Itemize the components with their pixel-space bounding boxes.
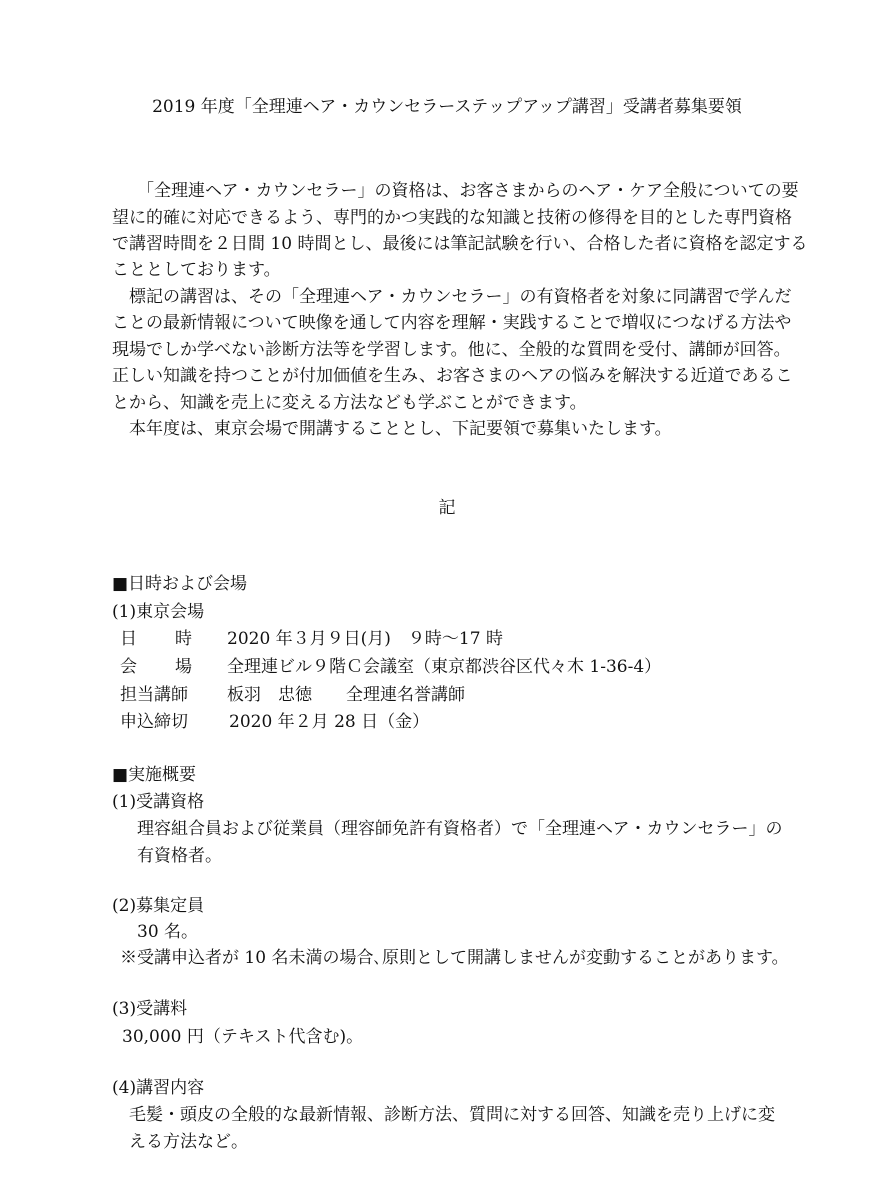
body-line: 30 名。: [137, 922, 199, 942]
detail-value: 板羽 忠徳 全理連名誉講師: [227, 685, 465, 705]
intro-line: ことの最新情報について映像を通して内容を理解・実践することで増収につなげる方法や: [112, 313, 792, 333]
intro-line: こととしております。: [112, 260, 281, 280]
intro-line: 現場でしか学べない診断方法等を学習します。他に、全般的な質問を受付、講師が回答。: [112, 340, 791, 360]
body-line: 理容組合員および従業員（理容師免許有資格者）で「全理連ヘア・カウンセラー」の: [137, 819, 783, 839]
intro-line: 本年度は、東京会場で開講することとし、下記要領で募集いたします。: [129, 419, 672, 439]
section-heading: ■日時および会場: [112, 574, 248, 594]
subsection-heading: (4)講習内容: [112, 1078, 205, 1098]
detail-label: 申込締切: [120, 712, 188, 732]
detail-value: 2020 年３月９日(月) ９時～17 時: [227, 629, 503, 649]
body-line: 毛髪・頭皮の全般的な最新情報、診断方法、質問に対する回答、知識を売り上げに変: [129, 1105, 775, 1125]
document-title: 2019 年度「全理連ヘア・カウンセラーステップアップ講習」受講者募集要領: [152, 97, 742, 117]
detail-label: 会 場: [120, 657, 192, 677]
body-line: 30,000 円（テキスト代含む)。: [122, 1027, 364, 1047]
intro-line: 「全理連ヘア・カウンセラー」の資格は、お客さまからのヘア・ケア全般についての要: [137, 181, 799, 201]
intro-line: 正しい知識を持つことが付加価値を生み、お客さまのヘアの悩みを解決する近道であるこ: [112, 366, 793, 386]
detail-label: 担当講師: [120, 685, 188, 705]
intro-line: とから、知識を売上に変える方法なども学ぶことができます。: [112, 393, 587, 413]
intro-line: で講習時間を２日間 10 時間とし、最後には筆記試験を行い、合格した者に資格を認定する: [112, 234, 808, 254]
detail-value: 全理連ビル９階Ｃ会議室（東京都渋谷区代々木 1-36-4）: [227, 657, 662, 677]
detail-value: 2020 年２月 28 日（金）: [229, 712, 430, 732]
body-line: 有資格者。: [137, 846, 222, 866]
subsection-heading: (2)募集定員: [112, 896, 205, 916]
section-heading: ■実施概要: [112, 765, 197, 785]
ki-heading: 記: [438, 498, 456, 518]
intro-line: 標記の講習は、その「全理連ヘア・カウンセラー」の有資格者を対象に同講習で学んだ: [129, 287, 792, 307]
detail-label: 日 時: [120, 629, 192, 649]
intro-line: 望に的確に対応できるよう、専門的かつ実践的な知識と技術の修得を目的とした専門資格: [112, 208, 792, 228]
subsection-heading: (1)受講資格: [112, 792, 205, 812]
subsection-heading: (3)受講料: [112, 999, 188, 1019]
subsection-heading: (1)東京会場: [112, 602, 205, 622]
body-line: える方法など。: [129, 1132, 248, 1152]
body-line: ※受講申込者が 10 名未満の場合､原則として開講しませんが変動することがあります。: [120, 948, 789, 968]
